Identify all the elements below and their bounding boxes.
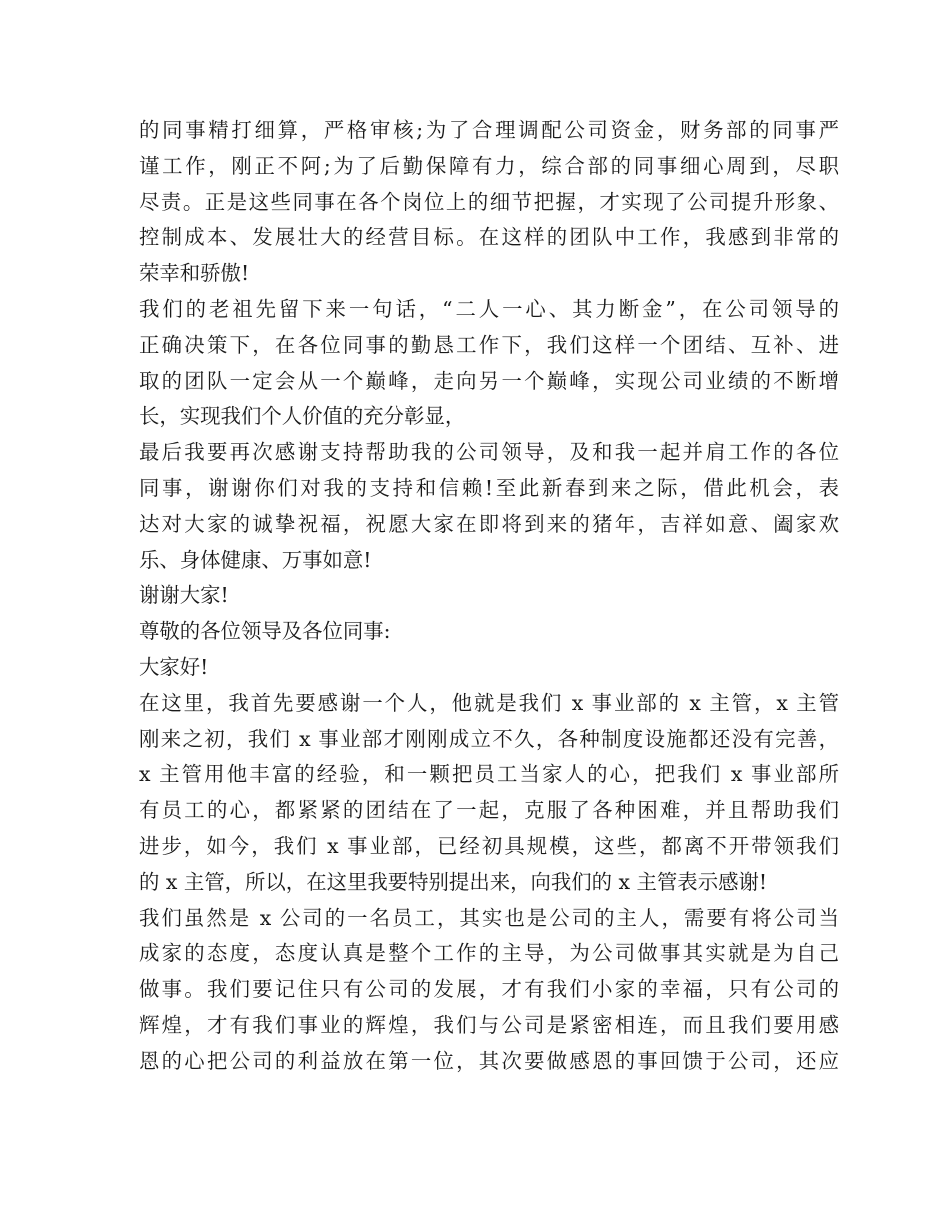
- text-line: 有员工的心，都紧紧的团结在了一起，克服了各种困难，并且帮助我们: [139, 798, 839, 823]
- text-line: 的同事精打细算，严格审核;为了合理调配公司资金，财务部的同事严: [139, 118, 839, 142]
- text-line: 在这里，我首先要感谢一个人，他就是我们 x 事业部的 x 主管，x 主管: [139, 690, 839, 715]
- text-line: 正确决策下，在各位同事的勤恳工作下，我们这样一个团结、互补、进: [139, 332, 839, 357]
- text-line: 取的团队一定会从一个巅峰，走向另一个巅峰，实现公司业绩的不断增: [139, 368, 839, 393]
- text-line: 刚来之初，我们 x 事业部才刚刚成立不久，各种制度设施都还没有完善，: [139, 726, 839, 751]
- text-line: 大家好!: [139, 654, 209, 679]
- text-line: 谢谢大家!: [139, 583, 229, 608]
- text-line: 的 x 主管，所以，在这里我要特别提出来，向我们的 x 主管表示感谢!: [139, 869, 768, 894]
- text-line: 同事，谢谢你们对我的支持和信赖!至此新春到来之际，借此机会，表: [139, 475, 839, 500]
- text-line: 最后我要再次感谢支持帮助我的公司领导，及和我一起并肩工作的各位: [139, 440, 839, 465]
- text-line: 我们虽然是 x 公司的一名员工，其实也是公司的主人，需要有将公司当: [139, 905, 839, 930]
- text-line: 进步，如今，我们 x 事业部，已经初具规模，这些，都离不开带领我们: [139, 833, 839, 858]
- text-line: 成家的态度，态度认真是整个工作的主导，为公司做事其实就是为自己: [139, 941, 839, 966]
- text-line: 辉煌，才有我们事业的辉煌，我们与公司是紧密相连，而且我们要用感: [139, 1012, 839, 1037]
- text-line: 我们的老祖先留下来一句话，“二人一心、其力断金”，在公司领导的: [139, 296, 839, 321]
- text-line: 谨工作，刚正不阿;为了后勤保障有力，综合部的同事细心周到，尽职: [139, 153, 839, 178]
- text-line: x 主管用他丰富的经验，和一颗把员工当家人的心，把我们 x 事业部所: [139, 762, 839, 787]
- text-line: 荣幸和骄傲!: [139, 261, 250, 286]
- text-line: 长，实现我们个人价值的充分彰显，: [139, 404, 466, 429]
- document-body-text: [139, 113, 839, 1080]
- text-line: 尊敬的各位领导及各位同事:: [139, 619, 391, 644]
- text-line: 乐、身体健康、万事如意!: [139, 547, 372, 572]
- text-line: 恩的心把公司的利益放在第一位，其次要做感恩的事回馈于公司，还应: [139, 1048, 839, 1073]
- text-line: 控制成本、发展壮大的经营目标。在这样的团队中工作，我感到非常的: [139, 225, 839, 250]
- text-line: 尽责。正是这些同事在各个岗位上的细节把握，才实现了公司提升形象、: [139, 189, 839, 214]
- text-line: 达对大家的诚挚祝福，祝愿大家在即将到来的猪年，吉祥如意、阖家欢: [139, 511, 839, 536]
- text-line: 做事。我们要记住只有公司的发展，才有我们小家的幸福，只有公司的: [139, 977, 839, 1002]
